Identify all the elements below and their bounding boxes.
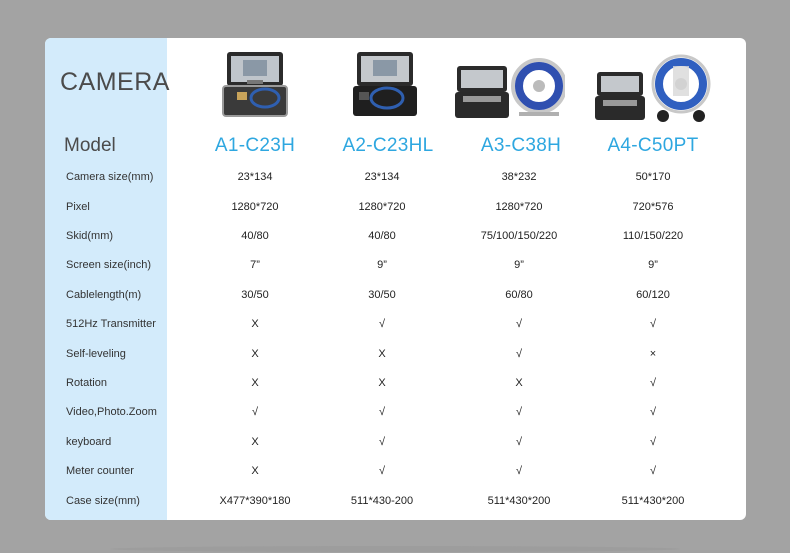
- table-cell: X477*390*180: [219, 495, 291, 507]
- row-label-pixel: Pixel: [66, 201, 90, 213]
- row-label-cable-length: Cablelength(m): [66, 289, 142, 301]
- table-cell: √: [515, 465, 523, 477]
- row-label-case-size: Case size(mm): [66, 495, 140, 507]
- table-cell: √: [378, 465, 386, 477]
- table-cell: X: [251, 348, 259, 360]
- table-cell: 9”: [377, 259, 387, 271]
- table-cell: 7”: [250, 259, 260, 271]
- table-cell: √: [515, 436, 523, 448]
- table-cell: 1280*720: [495, 201, 543, 213]
- table-cell: 40/80: [368, 230, 396, 242]
- model-name-2: A2-C23HL: [342, 135, 434, 156]
- table-cell: √: [649, 377, 657, 389]
- comparison-card: [45, 38, 746, 520]
- table-cell: X: [378, 348, 386, 360]
- table-cell: √: [649, 318, 657, 330]
- row-label-skid: Skid(mm): [66, 230, 114, 242]
- table-cell: √: [515, 348, 523, 360]
- table-cell: 30/50: [241, 289, 269, 301]
- product-image-3: [453, 46, 565, 130]
- table-cell: X: [251, 377, 259, 389]
- product-image-1: [217, 46, 293, 122]
- table-cell: √: [649, 436, 657, 448]
- row-label-self-leveling: Self-leveling: [66, 348, 126, 360]
- table-cell: √: [378, 436, 386, 448]
- table-cell: √: [378, 406, 386, 418]
- table-cell: X: [251, 436, 259, 448]
- table-cell: √: [649, 465, 657, 477]
- table-cell: 30/50: [368, 289, 396, 301]
- table-cell: 511*430*200: [487, 495, 551, 507]
- table-cell: 511*430*200: [621, 495, 685, 507]
- table-cell: √: [515, 318, 523, 330]
- table-cell: 75/100/150/220: [480, 230, 558, 242]
- table-cell: 23*134: [237, 171, 273, 183]
- table-cell: ×: [649, 348, 657, 360]
- row-label-transmitter: 512Hz Transmitter: [66, 318, 156, 330]
- table-cell: √: [649, 406, 657, 418]
- table-cell: 40/80: [241, 230, 269, 242]
- table-cell: 23*134: [364, 171, 400, 183]
- table-cell: 511*430-200: [350, 495, 414, 507]
- table-cell: 720*576: [632, 201, 674, 213]
- product-image-2: [347, 46, 423, 122]
- table-cell: 9”: [648, 259, 658, 271]
- row-label-keyboard: keyboard: [66, 436, 112, 448]
- model-name-4: A4-C50PT: [607, 135, 699, 156]
- table-cell: 60/120: [636, 289, 670, 301]
- model-name-3: A3-C38H: [480, 135, 562, 156]
- row-label-video-photo-zoom: Video,Photo.Zoom: [66, 406, 157, 418]
- table-cell: 50*170: [635, 171, 671, 183]
- table-cell: X: [515, 377, 523, 389]
- card-shadow: [110, 546, 680, 552]
- table-cell: √: [515, 406, 523, 418]
- table-cell: 60/80: [505, 289, 533, 301]
- table-cell: √: [251, 406, 259, 418]
- row-label-screen-size: Screen size(inch): [66, 259, 151, 271]
- table-cell: X: [251, 465, 259, 477]
- row-label-meter-counter: Meter counter: [66, 465, 134, 477]
- model-label: Model: [64, 135, 116, 156]
- product-image-4: [593, 46, 713, 130]
- row-label-rotation: Rotation: [66, 377, 107, 389]
- page-title: CAMERA: [60, 68, 170, 96]
- table-cell: 9”: [514, 259, 524, 271]
- table-cell: X: [251, 318, 259, 330]
- table-cell: 110/150/220: [622, 230, 684, 242]
- table-cell: 1280*720: [358, 201, 406, 213]
- row-label-camera-size: Camera size(mm): [66, 171, 154, 183]
- table-cell: X: [378, 377, 386, 389]
- table-cell: √: [378, 318, 386, 330]
- table-cell: 38*232: [501, 171, 537, 183]
- table-cell: 1280*720: [231, 201, 279, 213]
- model-name-1: A1-C23H: [214, 135, 296, 156]
